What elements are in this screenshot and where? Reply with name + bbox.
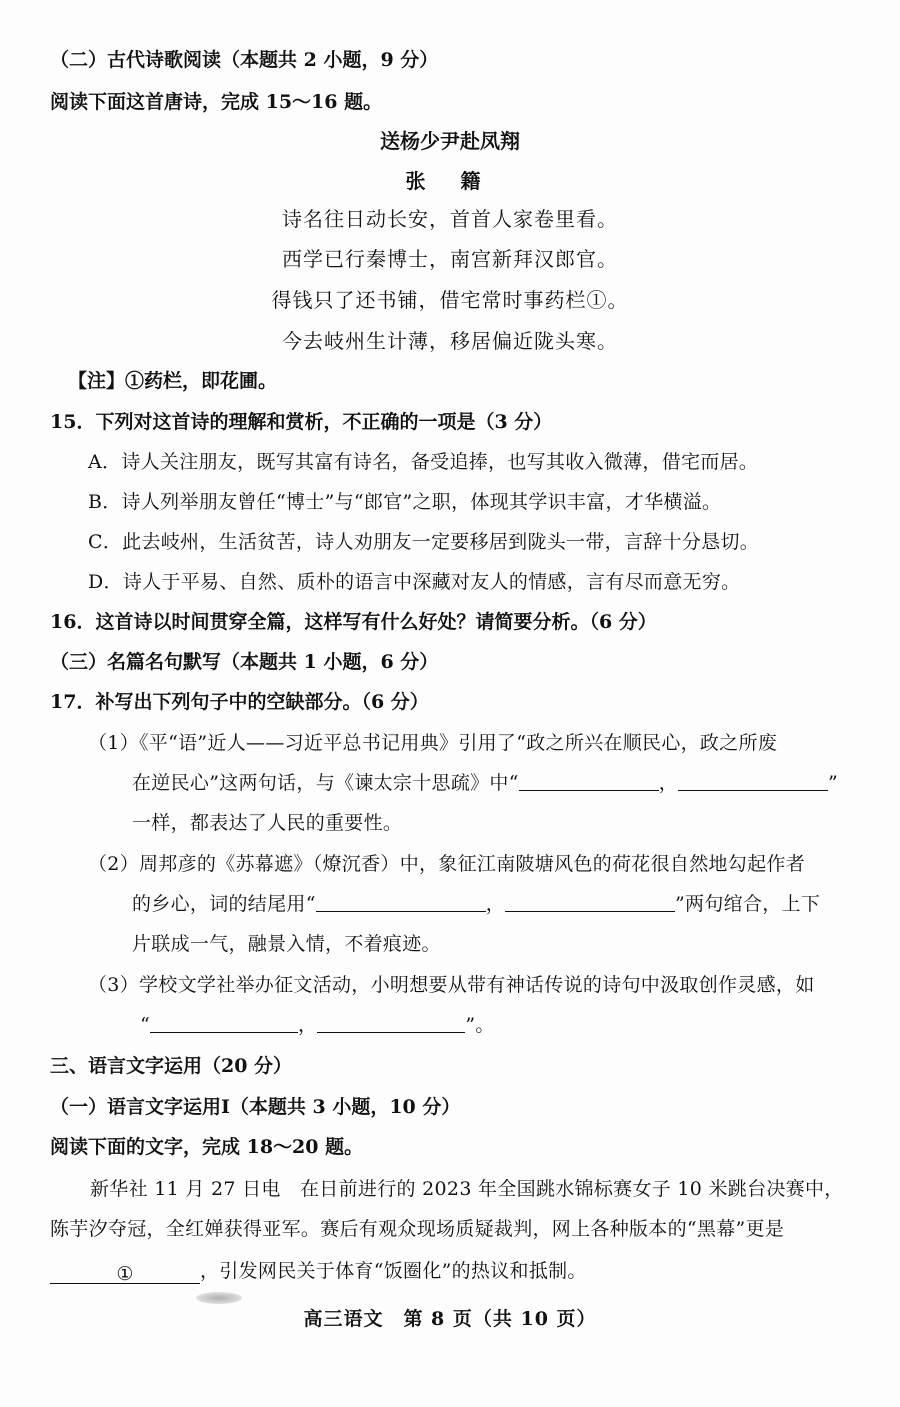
q17-p2-text: 的乡心，词的结尾用“ (132, 893, 316, 915)
news-para-line1: 新华社 11 月 27 日电 在日前进行的 2023 年全国跳水锦标赛女子 10 米跳台决赛中， (90, 1178, 844, 1200)
poem-line: 今去岐州生计薄，移居偏近陇头寒。 (282, 329, 618, 353)
quote-close: ”。 (465, 1014, 495, 1036)
q17-p1-text: 在逆民心”这两句话，与《谏太宗十思疏》中“ (132, 772, 519, 794)
part3-heading: 三、语言文字运用（20 分） (50, 1055, 293, 1077)
q15-option-a: A．诗人关注朋友，既写其富有诗名，备受追捧，也写其收入微薄，借宅而居。 (88, 451, 759, 473)
q16-stem: 16．这首诗以时间贯穿全篇，这样写有什么好处？请简要分析。（6 分） (50, 611, 657, 633)
part3-instruction: 阅读下面的文字，完成 18～20 题。 (50, 1136, 364, 1158)
fill-blank[interactable] (317, 1012, 465, 1033)
part3-sub-heading: （一）语言文字运用Ⅰ（本题共 3 小题，10 分） (50, 1096, 461, 1118)
q17-p2-line2 (132, 891, 820, 917)
fill-blank[interactable] (505, 891, 675, 912)
q15-option-d: D．诗人于平易、自然、质朴的语言中深藏对友人的情感，言有尽而意无穷。 (88, 571, 741, 593)
poem-author: 张 籍 (405, 169, 495, 193)
q17-p3-line1: （3）学校文学社举办征文活动，小明想要从带有神话传说的诗句中汲取创作灵感，如 (88, 974, 815, 996)
news-para-line2: 陈芋汐夺冠，全红婵获得亚军。赛后有观众现场质疑裁判，网上各种版本的“黑幕”更是 (50, 1218, 785, 1240)
section3-heading: （三）名篇名句默写（本题共 1 小题，6 分） (50, 651, 439, 673)
news-para-line3 (50, 1258, 587, 1284)
q17-p3-line2 (140, 1012, 495, 1038)
quote-close: ” (828, 772, 839, 794)
comma: ， (658, 772, 679, 794)
section2-instruction: 阅读下面这首唐诗，完成 15～16 题。 (50, 91, 383, 113)
q17-p2-line1: （2）周邦彦的《苏幕遮》（燎沉香）中，象征江南陂塘风色的荷花很自然地勾起作者 (88, 853, 805, 875)
fill-blank[interactable] (150, 1012, 298, 1033)
poem-title: 送杨少尹赴凤翔 (380, 129, 520, 153)
comma: ， (298, 1014, 318, 1036)
comma: ， (485, 893, 506, 915)
poem-note: 【注】①药栏，即花圃。 (68, 370, 278, 392)
fill-blank-1[interactable] (50, 1261, 200, 1284)
q17-p2-line3: 片联成一气，融景入情，不着痕迹。 (132, 933, 441, 955)
poem-line: 得钱只了还书铺，借宅常时事药栏①。 (271, 288, 629, 312)
page-footer: 高三语文 第 8 页（共 10 页） (303, 1308, 597, 1330)
q15-option-c: C．此去岐州，生活贫苦，诗人劝朋友一定要移居到陇头一带，言辞十分恳切。 (88, 531, 760, 553)
news-para-text: ，引发网民关于体育“饭圈化”的热议和抵制。 (200, 1260, 587, 1282)
poem-line: 诗名往日动长安，首首人家卷里看。 (282, 207, 618, 231)
q17-p1-line1: （1）《平“语”近人——习近平总书记用典》引用了“政之所兴在顺民心，政之所废 (88, 732, 778, 754)
fill-blank[interactable] (519, 770, 659, 791)
blank-marker: ① (116, 1263, 134, 1285)
q15-stem: 15．下列对这首诗的理解和赏析，不正确的一项是（3 分） (50, 411, 553, 433)
q17-p1-line2 (132, 770, 838, 796)
q17-p2-text-end: ”两句绾合，上下 (675, 893, 821, 915)
fill-blank[interactable] (678, 770, 828, 791)
q17-p1-line3: 一样，都表达了人民的重要性。 (132, 812, 403, 834)
fill-blank[interactable] (316, 891, 486, 912)
q17-stem: 17．补写出下列句子中的空缺部分。（6 分） (50, 691, 429, 713)
section2-heading: （二）古代诗歌阅读（本题共 2 小题，9 分） (50, 49, 439, 71)
scan-smudge (196, 1292, 242, 1304)
poem-line: 西学已行秦博士，南宫新拜汉郎官。 (282, 247, 618, 271)
quote-open: “ (140, 1014, 151, 1036)
q15-option-b: B．诗人列举朋友曾任“博士”与“郎官”之职，体现其学识丰富，才华横溢。 (88, 491, 722, 513)
